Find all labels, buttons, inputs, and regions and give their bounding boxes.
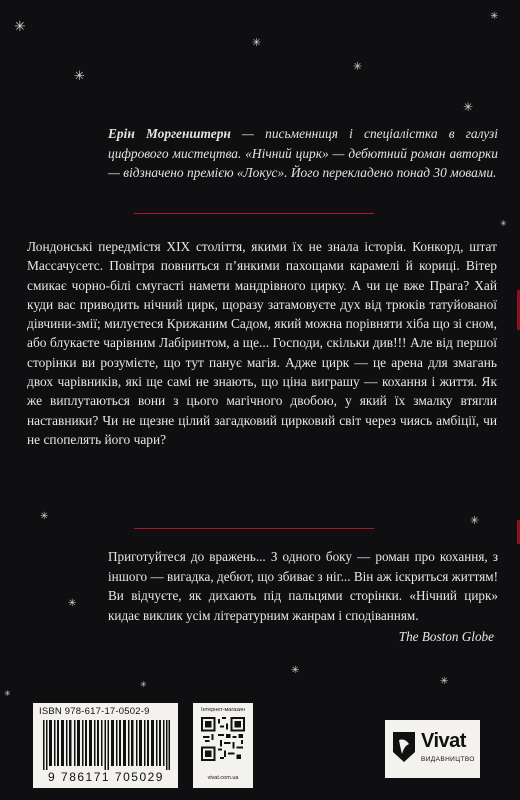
book-description: Лондонські передмістя XIX століття, якими їх не знала історія. Конкорд, штат Массачусетс. Повітря повниться п’янкими пахощами карамелі й кориці. Вітер смикає чорно-білі смугасті намети мандрівного цирку. А чи це вже Прага? Хай куди вас приводить нічний цирк, щоразу затамовуєте дух від трюків татуйованої дівчини-змії; милуєтеся Крижаним Садом, який можна порівняти хіба що зі сном, або блукаєте чарівним Лабіринтом, а ще... Господи, скільки див!!! Але від першої сторінки ви розумієте, що тут панує магія. Адже цирк — це арена для змагань двох чарівників, які ще самі не знають, що ціна виграшу — кохання і життя. Як же виплутаються вони з цього магічного двобою, у який їх змалку втягли наставники? Чи не щезне цілий загадковий цирковий світ через чиясь амбіції, чи не спопелять його чари? [27,239,497,447]
star-icon: ✳ [490,11,499,22]
star-icon: ✳ [40,511,49,522]
publisher-logo [385,720,480,778]
star-icon: ✳ [440,676,449,687]
review-quote: Приготуйтеся до вражень... З одного боку — роман про кохання, з іншого — вигадка, дебют, що збиває з ніг... Він аж іскриться життям! Ви відчуєте, як дихають під пальцями сторінки. «Нічний цирк» кидає виклик усім літературним жанрам і сподіванням. [108,549,498,623]
barcode-digits: 9 786171 705029 [48,770,164,784]
isbn-label: ISBN 978-617-17-0502-9 [39,706,150,717]
star-icon: ✳ [252,36,262,49]
divider [134,528,374,529]
divider [134,213,374,214]
star-icon: ✳ [4,689,11,698]
star-icon: ✳ [14,19,26,35]
qr-code-block[interactable] [193,703,253,788]
publisher-subtitle: ВИДАВНИЦТВО [421,756,475,763]
qr-url: vivat.com.ua [207,775,239,781]
star-icon: ✳ [463,100,474,114]
star-icon: ✳ [500,219,507,228]
qr-label: Інтернет-магазин [201,707,245,713]
quote-source: The Boston Globe [398,629,494,644]
quill-icon [391,730,417,764]
star-icon: ✳ [353,60,363,73]
star-icon: ✳ [74,69,85,84]
star-icon: ✳ [291,665,300,676]
isbn-barcode [33,703,178,788]
author-bio-text: — письменниця і спеціалістка в галузі цифрового мистецтва. «Нічний цирк» — дебютний роман авторки — відзначено премією «Локус». Його перекладено понад 30 мовами. [108,126,498,180]
star-icon: ✳ [470,514,480,527]
qr-code-icon [201,717,245,761]
author-name: Ерін Моргенштерн [108,126,231,141]
publisher-name: Vivat [421,730,466,752]
author-bio [108,124,498,183]
star-icon: ✳ [68,598,77,609]
barcode-icon [43,720,170,770]
star-icon: ✳ [140,680,147,689]
